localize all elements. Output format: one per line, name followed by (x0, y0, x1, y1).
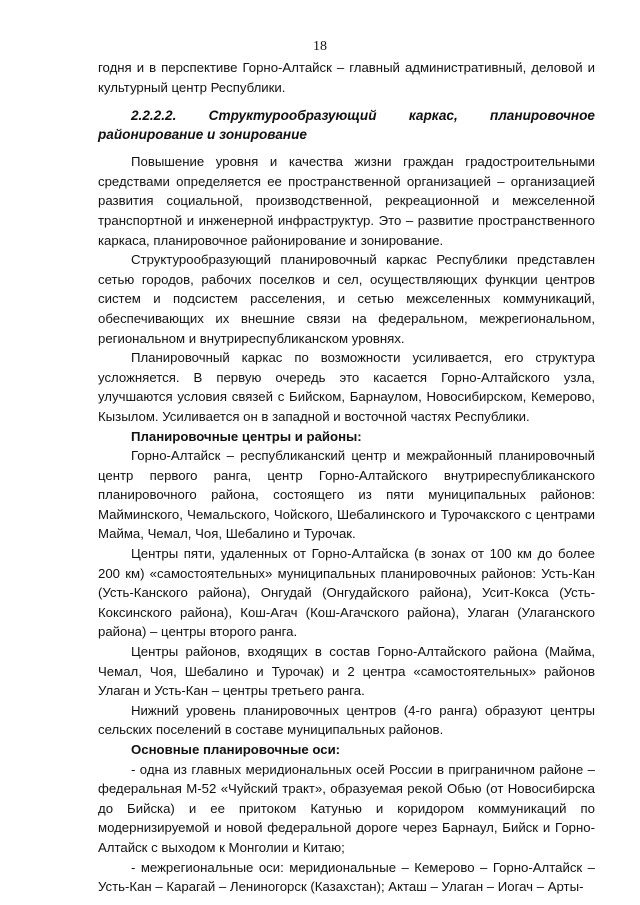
paragraph: Центры районов, входящих в состав Горно-Алтайского района (Майма, Чемал, Чоя, Шебалино и Турочак) и 2 центра «самостоятельных» районов Улаган и Усть-Кан – центры третьего ранга. (98, 644, 595, 699)
page-number: 18 (313, 39, 327, 54)
paragraph: Горно-Алтайск – республиканский центр и межрайонный планировочный центр первого ранга, центр Горно-Алтайского внутриреспубликанского планировочного района, состоящего из пяти муниципальных районов: Майминского, Чемальского, Чойского, Шебалинского и Турочакского с центрами Майма, Чемал, Чоя, Шебалино и Турочак. (98, 448, 595, 542)
paragraph: Повышение уровня и качества жизни граждан градостроительными средствами определяется ее пространственной организацией – организацией развития социальной, производственной, рекреационной и межселенной транспортной и инженерной инфраструктур. Это – развитие пространственного каркаса, планировочное районирование и зонирование. (98, 154, 595, 248)
paragraph: - одна из главных меридиональных осей России в приграничном районе – федеральная М-52 «Чуйский тракт», образуемая рекой Обью (от Новосибирска до Бийска) и ее притоком Катунью и коридором коммуникаций по модернизируемой и новой федеральной дороге через Барнаул, Бийск и Горно-Алтайск с выходом к Монголии и Китаю; (98, 761, 595, 855)
paragraph: Планировочный каркас по возможности усиливается, его структура усложняется. В первую очередь это касается Горно-Алтайского узла, улучшаются условия связей с Бийском, Барнаулом, Новосибирском, Кемерово, Кызылом. Усиливается он в западной и восточной частях Республики. (98, 350, 595, 424)
subheading-planning-axes: Основные планировочные оси: (131, 742, 341, 757)
intro-paragraph: годня и в перспективе Горно-Алтайск – главный административный, деловой и культурный центр Республики. (98, 60, 595, 95)
paragraph: Структурообразующий планировочный каркас Республики представлен сетью городов, рабочих поселков и сел, осуществляющих функции центров систем и подсистем расселения, и сетью межселенных коммуникаций, обеспечивающих их внешние связи на федеральном, межрегиональном, региональном и внутриреспубликанском уровнях. (98, 252, 595, 346)
paragraph: Нижний уровень планировочных центров (4-го ранга) образуют центры сельских поселений в составе муниципальных районов. (98, 702, 595, 738)
subheading-planning-centers: Планировочные центры и районы: (131, 428, 362, 444)
page-body (98, 58, 595, 897)
paragraph: Центры пяти, удаленных от Горно-Алтайска (в зонах от 100 км до более 200 км) «самостоятельных» муниципальных планировочных районов: Усть-Кан (Усть-Канского района), Онгудай (Онгудайского района), Усит-Кокса (Усть-Коксинского района), Кош-Агач (Кош-Агачского района), Улаган (Улаганского района) – центры второго ранга. (98, 546, 595, 640)
section-heading: 2.2.2.2. Структурообразующий каркас, планировочное районирование и зонирование (98, 108, 595, 143)
paragraph: - межрегиональные оси: меридиональные – Кемерово – Горно-Алтайск – Усть-Кан – Карагай – Лениногорск (Казахстан); Акташ – Улаган – Иогач – Арты- (98, 859, 595, 895)
